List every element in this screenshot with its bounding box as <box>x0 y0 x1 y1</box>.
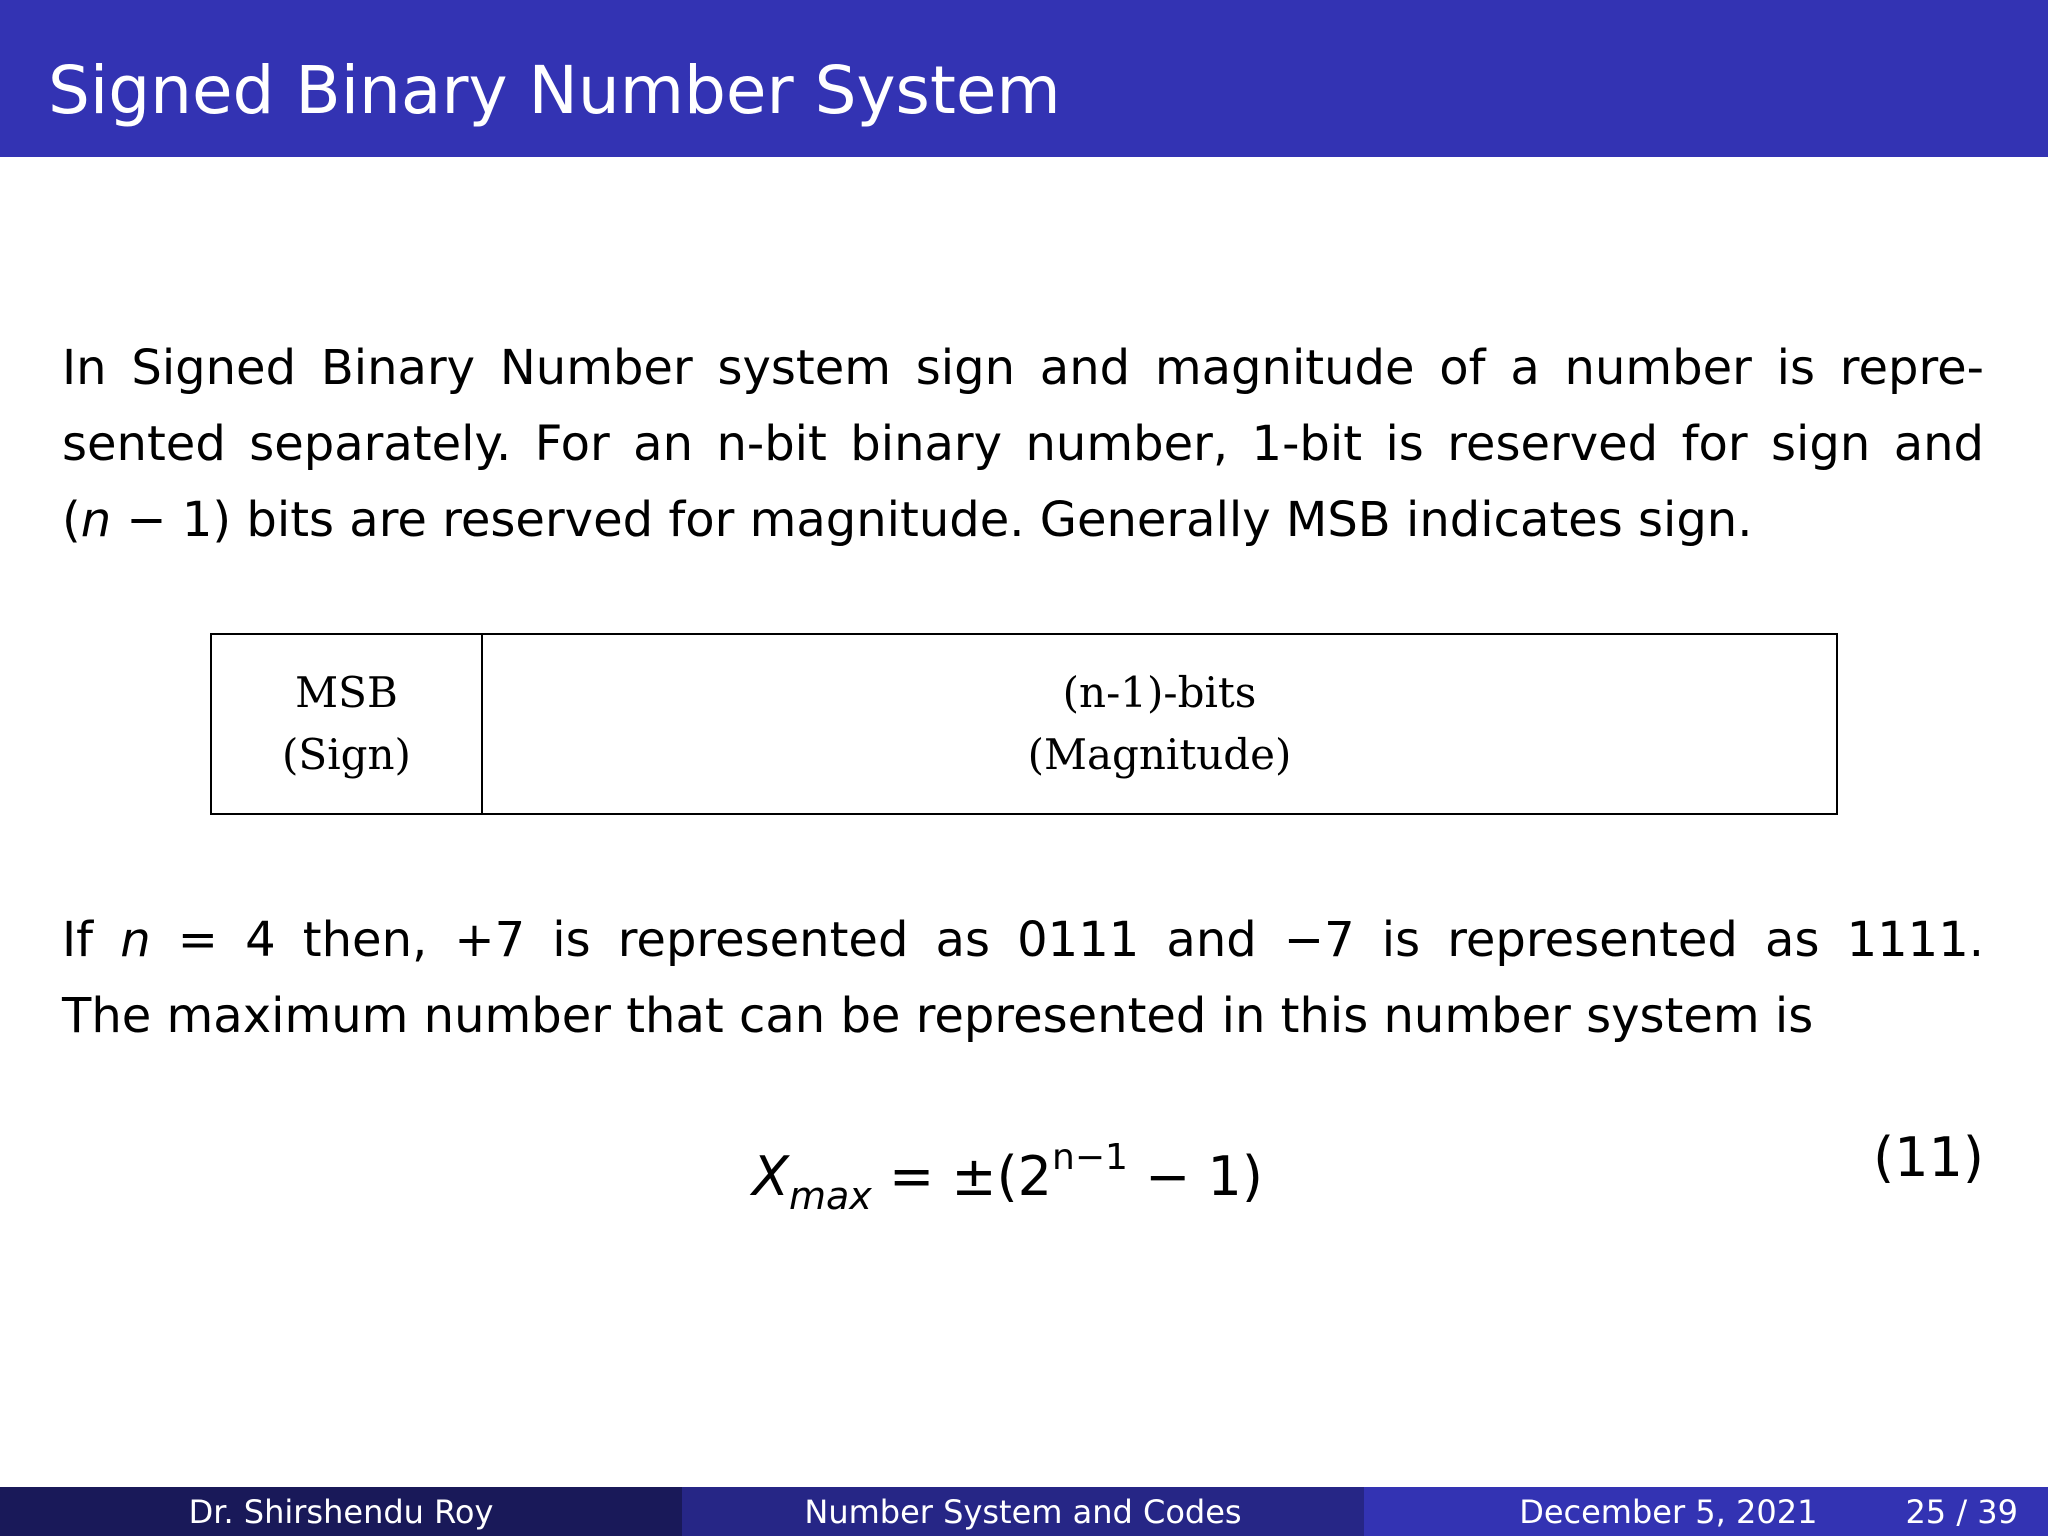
paren-open: ( <box>62 492 81 548</box>
footer-author-section <box>0 1487 682 1536</box>
minus-one: − 1) <box>111 492 232 548</box>
example-paragraph <box>62 902 1984 1054</box>
eq-subscript: max <box>789 1174 872 1218</box>
eq-exponent: n−1 <box>1052 1137 1128 1178</box>
intro-paragraph <box>62 330 1984 558</box>
sign-bit-cell <box>212 635 483 813</box>
footer-page-number: 25 / 39 <box>1905 1492 2018 1531</box>
footer-date: December 5, 2021 <box>1519 1492 1818 1531</box>
footer-author: Dr. Shirshendu Roy <box>188 1492 494 1531</box>
bit-layout-diagram <box>210 633 1838 815</box>
magnitude-cell-label: (n-1)-bits <box>1062 668 1257 717</box>
var-n: n <box>80 492 112 548</box>
equation-number: (11) <box>1873 1126 1984 1189</box>
sign-cell-label: MSB <box>295 668 398 717</box>
footer-bar <box>0 1487 2048 1536</box>
footer-course: Number System and Codes <box>804 1492 1242 1531</box>
sign-cell-sublabel: (Sign) <box>282 730 411 779</box>
example-if: If <box>62 912 121 968</box>
example-line-2: The maximum number that can be represented in this number system is <box>62 988 1814 1044</box>
footer-course-section <box>682 1487 1364 1536</box>
intro-line-1: In Signed Binary Number system sign and magnitude of a number is repre- <box>62 340 1984 396</box>
footer-date-section <box>1364 1487 2048 1536</box>
max-value-equation <box>752 1118 1263 1236</box>
example-line-1-rest: = 4 then, +7 is represented as 0111 and −7 is represented as 1111. <box>150 912 1985 968</box>
slide-title: Signed Binary Number System <box>48 52 1061 129</box>
eq-var-x: X <box>752 1145 789 1208</box>
var-n-example: n <box>120 912 151 968</box>
title-bar <box>0 0 2048 157</box>
intro-line-3-rest: bits are reserved for magnitude. Generally MSB indicates sign. <box>231 492 1753 548</box>
intro-line-3 <box>62 482 1984 558</box>
eq-middle: = ±(2 <box>871 1145 1053 1208</box>
intro-line-2: sented separately. For an n-bit binary number, 1-bit is reserved for sign and <box>62 416 1984 472</box>
eq-tail: − 1) <box>1127 1145 1263 1208</box>
example-line-1 <box>62 902 1984 978</box>
magnitude-bits-cell <box>483 635 1836 813</box>
magnitude-cell-sublabel: (Magnitude) <box>1027 730 1292 779</box>
